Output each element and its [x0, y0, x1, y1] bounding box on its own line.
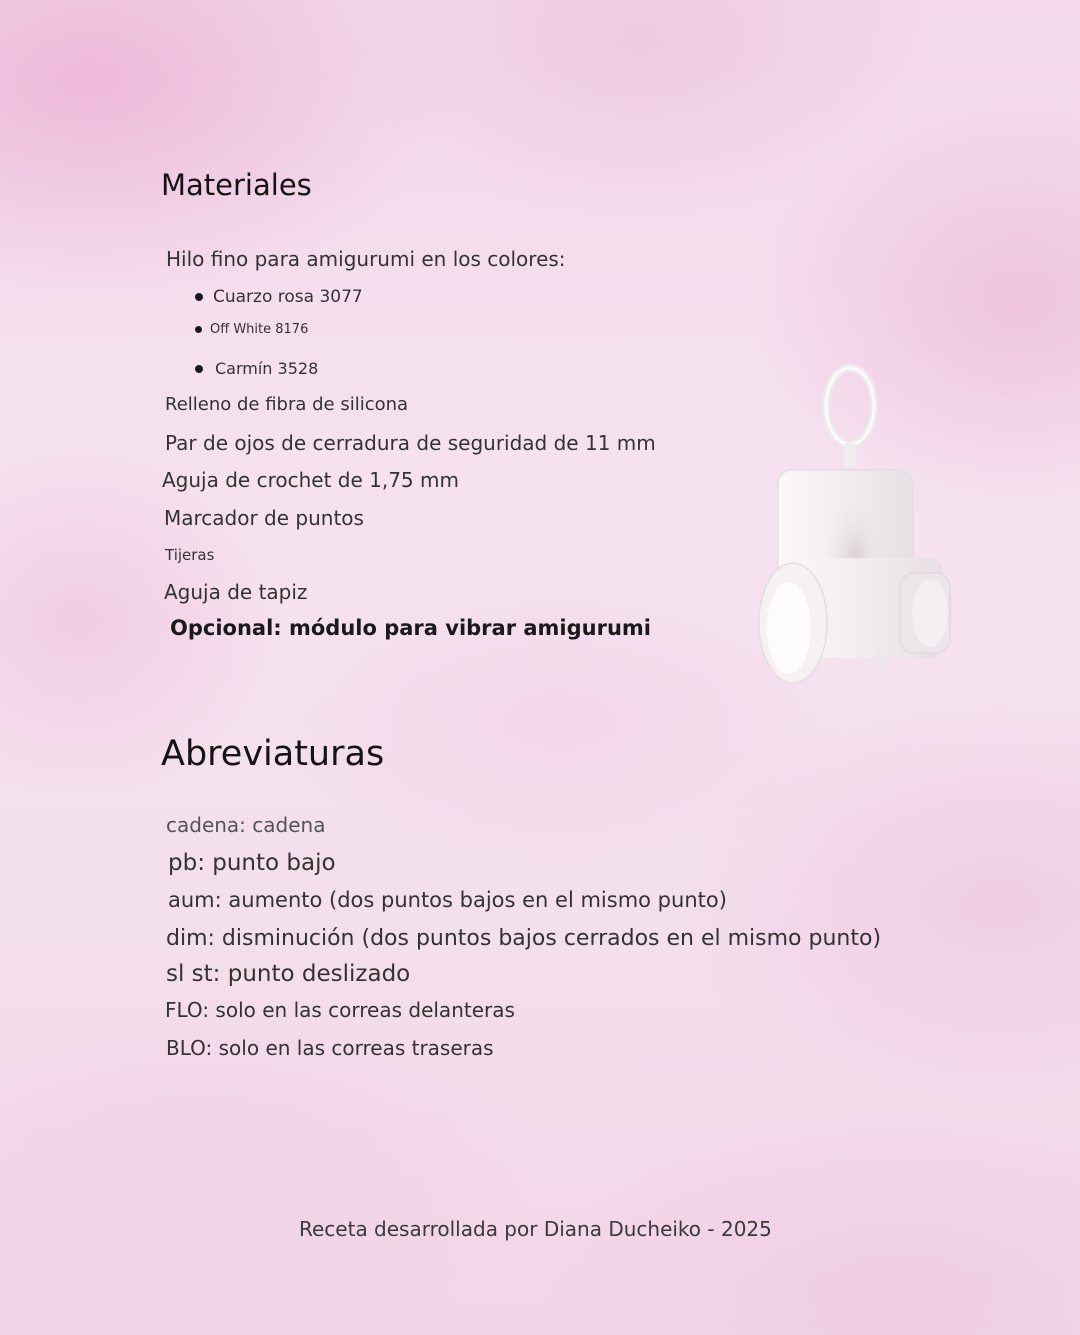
material-item: Par de ojos de cerradura de seguridad de 11 mm — [165, 431, 656, 455]
bullet-dot-icon — [195, 293, 203, 301]
material-item: Aguja de tapiz — [164, 580, 308, 604]
abbreviation-item: aum: aumento (dos puntos bajos en el mismo punto) — [168, 888, 727, 912]
abbreviation-item: pb: punto bajo — [168, 850, 336, 876]
color-item — [195, 359, 318, 378]
bullet-dot-icon — [195, 326, 202, 333]
abbreviation-item: FLO: solo en las correas delanteras — [165, 998, 515, 1022]
color-label: Carmín 3528 — [215, 359, 319, 378]
material-item: Tijeras — [165, 546, 215, 564]
color-label: Off White 8176 — [210, 322, 309, 337]
footer-credit: Receta desarrollada por Diana Ducheiko - 2025 — [299, 1217, 772, 1241]
abbreviation-item: sl st: punto deslizado — [166, 961, 411, 987]
abreviaturas-heading: Abreviaturas — [161, 734, 385, 774]
color-item — [195, 287, 363, 307]
bullet-dot-icon — [195, 365, 203, 373]
abbreviation-item: BLO: solo en las correas traseras — [166, 1036, 494, 1060]
abbreviation-item: dim: disminución (dos puntos bajos cerrados en el mismo punto) — [166, 926, 882, 951]
abbreviation-item: cadena: cadena — [166, 813, 326, 837]
material-item: Marcador de puntos — [164, 506, 364, 530]
optional-item: Opcional: módulo para vibrar amigurumi — [170, 616, 651, 640]
material-item: Relleno de fibra de silicona — [165, 394, 409, 415]
color-item — [195, 322, 308, 337]
color-label: Cuarzo rosa 3077 — [213, 287, 363, 307]
materiales-heading: Materiales — [161, 168, 312, 202]
material-item: Aguja de crochet de 1,75 mm — [162, 468, 459, 492]
vibration-module-image — [745, 358, 960, 703]
materiales-intro: Hilo fino para amigurumi en los colores: — [166, 247, 566, 271]
